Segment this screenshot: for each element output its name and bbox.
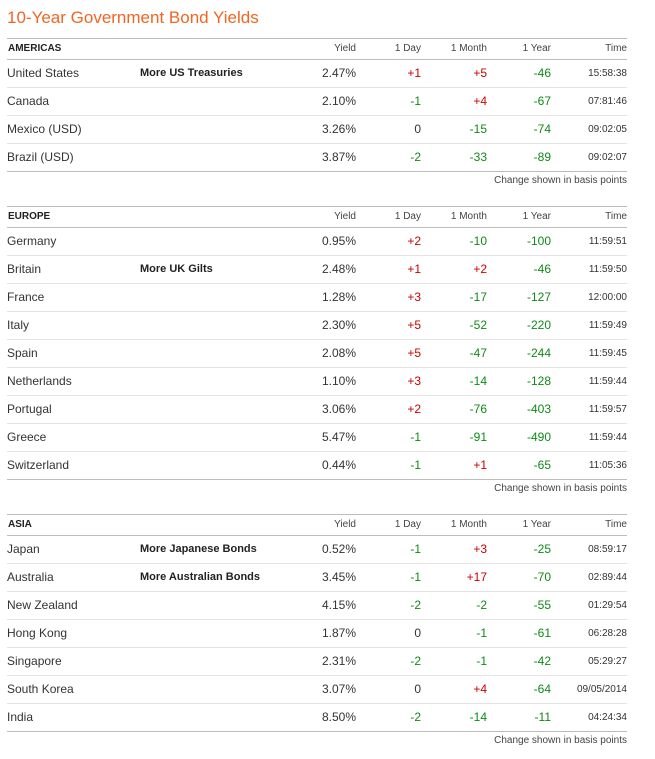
column-header-yield: Yield: [334, 519, 356, 530]
table-row: [7, 648, 627, 676]
change-1-year: -42: [533, 654, 551, 668]
change-1-month: +1: [473, 458, 487, 472]
table-row: [7, 116, 627, 144]
table-row: [7, 340, 627, 368]
change-1-year: -403: [526, 402, 551, 416]
basis-points-note: Change shown in basis points: [494, 175, 627, 186]
change-1-year: -220: [526, 318, 551, 332]
country-name: Brazil (USD): [7, 150, 74, 164]
country-name: India: [7, 710, 34, 724]
column-header-1-year: 1 Year: [522, 211, 551, 222]
column-header-yield: Yield: [334, 211, 356, 222]
change-1-day: -1: [410, 570, 421, 584]
change-1-month: +17: [466, 570, 487, 584]
yield-value: 0.44%: [321, 458, 356, 472]
yield-value: 3.45%: [321, 570, 356, 584]
table-row: [7, 564, 627, 592]
change-1-month: -17: [469, 290, 487, 304]
yield-value: 0.52%: [321, 542, 356, 556]
yield-value: 1.87%: [321, 626, 356, 640]
change-1-year: -46: [533, 262, 551, 276]
change-1-month: +4: [473, 94, 487, 108]
change-1-year: -128: [526, 374, 551, 388]
yield-value: 3.07%: [321, 682, 356, 696]
change-1-day: -2: [410, 710, 421, 724]
country-name: Hong Kong: [7, 626, 68, 640]
yield-value: 2.30%: [321, 318, 356, 332]
more-bonds-link[interactable]: More US Treasuries: [140, 67, 243, 79]
column-header-1-month: 1 Month: [450, 43, 487, 54]
yield-value: 2.31%: [321, 654, 356, 668]
update-time: 07:81:46: [588, 96, 627, 107]
change-1-month: -1: [476, 626, 487, 640]
country-name: Switzerland: [7, 458, 70, 472]
section-europe: [7, 206, 627, 498]
table-row: [7, 368, 627, 396]
basis-points-note: Change shown in basis points: [494, 735, 627, 746]
table-row: [7, 536, 627, 564]
change-1-month: +4: [473, 682, 487, 696]
yield-value: 3.87%: [321, 150, 356, 164]
update-time: 12:00:00: [588, 292, 627, 303]
change-1-year: -55: [533, 598, 551, 612]
table-row: [7, 676, 627, 704]
yield-value: 2.48%: [321, 262, 356, 276]
column-header-1-month: 1 Month: [450, 519, 487, 530]
change-1-year: -127: [526, 290, 551, 304]
change-1-year: -100: [526, 234, 551, 248]
column-header-1-year: 1 Year: [522, 43, 551, 54]
table-row: [7, 396, 627, 424]
column-header-1-year: 1 Year: [522, 519, 551, 530]
table-row: [7, 424, 627, 452]
update-time: 11:59:51: [588, 236, 627, 247]
country-name: Japan: [7, 542, 40, 556]
yield-value: 4.15%: [321, 598, 356, 612]
country-name: Australia: [7, 570, 54, 584]
change-1-month: +2: [473, 262, 487, 276]
change-1-month: -14: [469, 374, 487, 388]
section-header: [7, 38, 627, 60]
yield-value: 3.06%: [321, 402, 356, 416]
change-1-day: -1: [410, 542, 421, 556]
update-time: 15:58:38: [588, 68, 627, 79]
country-name: Singapore: [7, 654, 62, 668]
country-name: South Korea: [7, 682, 74, 696]
change-1-month: -2: [476, 598, 487, 612]
column-header-time: Time: [605, 43, 627, 54]
change-1-day: -1: [410, 94, 421, 108]
update-time: 09:02:05: [588, 124, 627, 135]
table-row: [7, 620, 627, 648]
country-name: Italy: [7, 318, 30, 332]
country-name: France: [7, 290, 45, 304]
more-bonds-link[interactable]: More Australian Bonds: [140, 571, 260, 583]
country-name: Spain: [7, 346, 38, 360]
change-1-year: -25: [533, 542, 551, 556]
country-name: New Zealand: [7, 598, 78, 612]
update-time: 09:02:07: [588, 152, 627, 163]
table-row: [7, 284, 627, 312]
country-name: Germany: [7, 234, 57, 248]
change-1-year: -70: [533, 570, 551, 584]
change-1-year: -67: [533, 94, 551, 108]
change-1-month: -76: [469, 402, 487, 416]
table-row: [7, 88, 627, 116]
change-1-day: +5: [407, 346, 421, 360]
country-name: United States: [7, 66, 80, 80]
table-row: [7, 60, 627, 88]
change-1-day: -1: [410, 430, 421, 444]
region-label: EUROPE: [8, 211, 51, 222]
update-time: 11:59:49: [588, 320, 627, 331]
change-1-year: -46: [533, 66, 551, 80]
change-1-day: +1: [407, 66, 421, 80]
country-name: Canada: [7, 94, 50, 108]
change-1-day: 0: [414, 626, 421, 640]
change-1-month: -1: [476, 654, 487, 668]
country-name: Greece: [7, 430, 47, 444]
column-header-yield: Yield: [334, 43, 356, 54]
region-label: ASIA: [8, 519, 32, 530]
change-1-day: -1: [410, 458, 421, 472]
country-name: Portugal: [7, 402, 52, 416]
column-header-1-month: 1 Month: [450, 211, 487, 222]
change-1-day: 0: [414, 122, 421, 136]
change-1-year: -244: [526, 346, 551, 360]
section-header: [7, 514, 627, 536]
yield-value: 2.10%: [321, 94, 356, 108]
change-1-day: 0: [414, 682, 421, 696]
section-asia: [7, 514, 627, 750]
page-title: 10-Year Government Bond Yields: [7, 8, 259, 27]
change-1-year: -61: [533, 626, 551, 640]
table-row: [7, 592, 627, 620]
change-1-year: -64: [533, 682, 551, 696]
column-header-1-day: 1 Day: [394, 519, 421, 530]
update-time: 11:59:57: [588, 404, 627, 415]
update-time: 08:59:17: [588, 544, 627, 555]
change-1-month: -52: [469, 318, 487, 332]
change-1-year: -65: [533, 458, 551, 472]
change-1-month: -91: [469, 430, 487, 444]
update-time: 04:24:34: [588, 712, 627, 723]
update-time: 11:59:44: [588, 432, 627, 443]
update-time: 11:59:45: [588, 348, 627, 359]
change-1-day: -2: [410, 150, 421, 164]
column-header-time: Time: [605, 211, 627, 222]
update-time: 05:29:27: [588, 656, 627, 667]
table-row: [7, 452, 627, 480]
change-1-day: +2: [407, 234, 421, 248]
update-time: 09/05/2014: [576, 684, 627, 695]
update-time: 02:89:44: [588, 572, 627, 583]
update-time: 06:28:28: [588, 628, 627, 639]
change-1-day: +3: [407, 290, 421, 304]
change-1-month: -33: [469, 150, 487, 164]
change-1-month: +5: [473, 66, 487, 80]
more-bonds-link[interactable]: More UK Gilts: [140, 263, 213, 275]
update-time: 11:59:44: [588, 376, 627, 387]
change-1-year: -89: [533, 150, 551, 164]
table-row: [7, 144, 627, 172]
country-name: Mexico (USD): [7, 122, 82, 136]
yield-value: 8.50%: [321, 710, 356, 724]
change-1-month: -10: [469, 234, 487, 248]
yield-value: 2.08%: [321, 346, 356, 360]
change-1-year: -490: [526, 430, 551, 444]
update-time: 11:05:36: [588, 460, 627, 471]
column-header-1-day: 1 Day: [394, 211, 421, 222]
country-name: Britain: [7, 262, 42, 276]
change-1-month: -14: [469, 710, 487, 724]
yield-value: 2.47%: [321, 66, 356, 80]
yield-value: 3.26%: [321, 122, 356, 136]
change-1-month: -15: [469, 122, 487, 136]
section-americas: [7, 38, 627, 190]
change-1-day: +1: [407, 262, 421, 276]
change-1-day: +2: [407, 402, 421, 416]
yield-value: 1.28%: [321, 290, 356, 304]
column-header-1-day: 1 Day: [394, 43, 421, 54]
change-1-year: -11: [534, 710, 551, 724]
change-1-day: +5: [407, 318, 421, 332]
change-1-day: -2: [410, 654, 421, 668]
country-name: Netherlands: [7, 374, 72, 388]
update-time: 01:29:54: [588, 600, 627, 611]
column-header-time: Time: [605, 519, 627, 530]
region-label: AMERICAS: [8, 43, 62, 54]
table-row: [7, 704, 627, 732]
more-bonds-link[interactable]: More Japanese Bonds: [140, 543, 257, 555]
change-1-day: +3: [407, 374, 421, 388]
change-1-day: -2: [410, 598, 421, 612]
table-row: [7, 228, 627, 256]
section-header: [7, 206, 627, 228]
yield-value: 0.95%: [321, 234, 356, 248]
basis-points-note: Change shown in basis points: [494, 483, 627, 494]
change-1-month: -47: [469, 346, 487, 360]
yield-value: 5.47%: [321, 430, 356, 444]
table-row: [7, 256, 627, 284]
change-1-month: +3: [473, 542, 487, 556]
table-row: [7, 312, 627, 340]
yield-value: 1.10%: [321, 374, 356, 388]
change-1-year: -74: [533, 122, 551, 136]
update-time: 11:59:50: [588, 264, 627, 275]
